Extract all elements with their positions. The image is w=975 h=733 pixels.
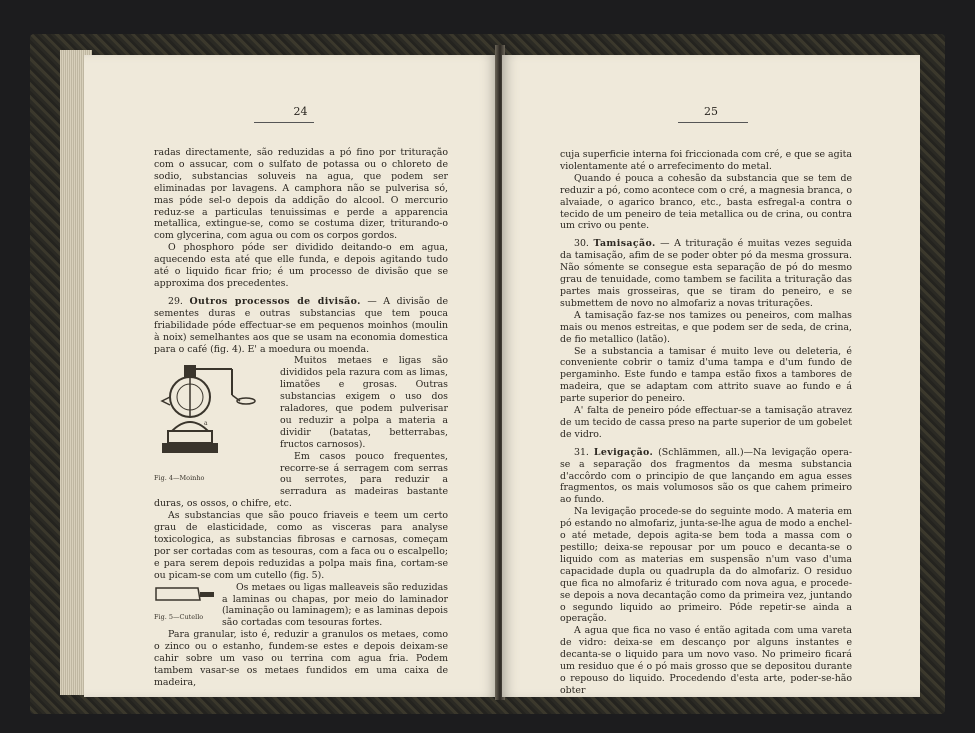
right-page-rule xyxy=(678,122,748,123)
right-para-substancia: Se a substancia a tamisar é muito leve ou deleteria, é conveniente cobrir o tamiz d'uma tampa e d'um fundo de pergaminho. Este fundo e tampa estão fixos a tambores de madeira, que se adaptam com attrito suave ao fundo e á parte superior do peneiro. xyxy=(560,345,852,405)
section-29-paragraph xyxy=(154,296,448,356)
section-29-text: — A divisão de sementes duras e outras substancias que tem pouca friabilidade póde effectuar-se em pequenos moinhos (moulin à noix) semelhantes aos que se usam na economia domestica para o café (fig. 4). E' a moedura ou moenda. xyxy=(154,295,448,355)
cleaver-illustration xyxy=(154,584,216,606)
left-para-2: O phosphoro póde ser dividido deitando-o em agua, aquecendo esta até que elle funda, e depois agitando tudo até o liquido ficar frio; é um processo de divisão que se approxima dos precedentes. xyxy=(154,242,448,289)
left-page-text xyxy=(154,147,448,689)
right-para-levigacao: Na levigação procede-se do seguinte modo. A materia em pó estando no almofariz, junta-se-lhe agua de modo a enchel-o até metade, depois agita-se bem toda a massa com o pestillo; deixa-se repousar por um pouco e decanta-se o liquido com as materias em suspensão n'um vaso d'uma capacidade dupla ou quadrupla da do almofariz. O residuo que fica no almofariz é triturado com nova agua, e procede-se depois a nova decantação como da primeira vez, juntando o segundo liquido ao primeiro. Póde repetir-se ainda a operação. xyxy=(560,506,852,625)
left-para-granular: Para granular, isto é, reduzir a granulos os metaes, como o zinco ou o estanho, fundem-se estes e depois deixam-se cahir sobre um vaso ou terrina com agua fria. Podem tambem vasar-se os metaes fundidos em uma caixa de madeira, xyxy=(154,629,448,688)
section-30-number: 30. xyxy=(574,238,589,250)
right-para-agua: A agua que fica no vaso é então agitada com uma vareta de vidro: deixa-se em descanço por alguns instantes e decanta-se o liquido para um novo vaso. No primeiro ficará um residuo que é o pó mais grosso que se depositou durante o repouso do liquido. Procedendo d'esta arte, poder-se-hão obter xyxy=(560,625,852,696)
right-page-number: 25 xyxy=(704,105,718,118)
section-31-text: (Schlämmen, all.)—Na levigação opera-se a separação dos fragmentos da mesma substancia d'accôrdo com o principio de que lançando em agua esses fragmentos, os mais volumosos são os que cahem primeiro ao fundo. xyxy=(560,446,852,506)
right-para-tamis: A tamisação faz-se nos tamizes ou peneiros, com malhas mais ou menos estreitas, e que podem ser de seda, de crina, de fio metallico (latão). xyxy=(560,309,852,345)
figure-5 xyxy=(154,584,216,624)
left-para-substancias: As substancias que são pouco friaveis e teem um certo grau de elasticidade, como as visceras para analyse toxicologica, as substancias fibrosas e carnosas, começam por ser cortadas com as tesouras, com a faca ou o escalpello; e para serem depois reduzidas a polpa mais fina, cortam-se ou picam-se com um cutello (fig. 5). xyxy=(154,510,448,581)
right-para-1: cuja superficie interna foi friccionada com cré, e que se agita violentamente até o arrefecimento do metal. xyxy=(560,149,852,172)
right-page xyxy=(502,55,920,697)
left-para-metaes: Os metaes ou ligas malleaveis são reduzidas a laminas ou chapas, por meio do laminador (laminação ou laminagem); e as laminas depois são cortadas com tesouras fortes. xyxy=(222,581,448,629)
right-page-text xyxy=(560,149,852,697)
left-page-rule xyxy=(254,122,314,123)
right-para-falta: A' falta de peneiro póde effectuar-se a tamisação atravez de um tecido de cassa preso na parte superior de um gobelet de vidro. xyxy=(560,405,852,440)
section-30-paragraph xyxy=(560,238,852,309)
figure-4-block xyxy=(154,355,448,510)
left-para-1: radas directamente, são reduzidas a pó fino por trituração com o assucar, com o sulfato de potassa ou o chloreto de sodio, substancias soluveis na agua, que podem ser eliminadas por lavagens. A camphora não se pulverisa só, mas póde sel-o depois da addição do alcool. O mercurio reduz-se a particulas tenuissimas e perde a apparencia metallica, extingue-se, como se costuma dizer, triturando-o com glycerina, com agua ou com os corpos gordos. xyxy=(154,147,448,242)
section-31-paragraph xyxy=(560,447,852,507)
left-para-casos: Em casos pouco frequentes, recorre-se á serragem com serras ou serrotes, para reduzir a serradura as madeiras bastante duras, os ossos, o chifre, etc. xyxy=(154,450,448,510)
section-31-title: Levigação. xyxy=(593,446,654,458)
figure-4-caption: Fig. 4—Moinho xyxy=(154,474,205,483)
figure-5-block xyxy=(154,582,448,630)
section-29-number: 29. xyxy=(168,295,183,307)
svg-text:a: a xyxy=(204,420,208,428)
left-page-number: 24 xyxy=(293,105,308,118)
coffee-mill-illustration xyxy=(154,355,274,467)
section-31-number: 31. xyxy=(574,446,589,458)
figure-5-caption: Fig. 5—Cutello xyxy=(154,612,204,621)
section-30-title: Tamisação. xyxy=(593,238,656,250)
left-para-muitos: Muitos metaes e ligas são divididos pela razura com as limas, limatões e grosas. Outras substancias exigem o uso dos raladores, que podem pulverisar ou reduzir a polpa a materia a dividir (batatas, betterrabas, fructos carnosos). xyxy=(280,355,448,450)
right-para-2: Quando é pouca a cohesão da substancia que se tem de reduzir a pó, como acontece com o cré, a magnesia branca, o alvaiade, o agarico branco, etc., basta esfregal-a contra o tecido de um peneiro de teia metallica ou de crina, ou contra um crivo ou pente. xyxy=(560,172,852,232)
section-30-text: — A trituração é muitas vezes seguida da tamisação, afim de se poder obter pó da mesma grossura. Não sómente se consegue esta separação de pó do mesmo grau de tenuidade, como tambem se facilita a trituração das partes mais grosseiras, que se tiram do peneiro, e se submettem de novo no almofariz a novas triturações. xyxy=(560,238,853,309)
section-29-title: Outros processos de divisão. xyxy=(189,295,361,307)
left-page xyxy=(84,55,497,697)
figure-4 xyxy=(154,355,274,485)
